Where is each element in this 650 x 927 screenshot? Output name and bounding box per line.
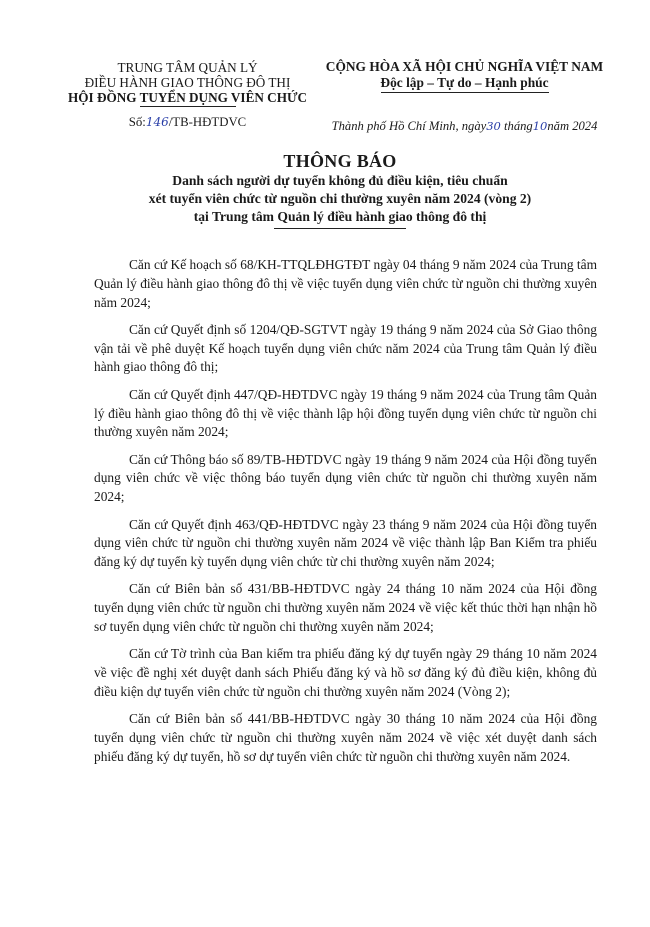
notice-body bbox=[94, 256, 597, 775]
date-month-handwritten: 10 bbox=[532, 119, 548, 133]
date-day-handwritten: 30 bbox=[486, 119, 501, 133]
notice-subtitle-2: xét tuyển viên chức từ nguồn chi thường xuyên năm 2024 (vòng 2) bbox=[148, 191, 532, 206]
nation-name: CỘNG HÒA XÃ HỘI CHỦ NGHĨA VIỆT NAM bbox=[325, 59, 604, 74]
legal-basis-paragraph: Căn cứ Biên bản số 441/BB-HĐTDVC ngày 30 tháng 10 năm 2024 của Hội đồng tuyển dụng viên chức từ nguồn chi thường xuyên năm 2024 về việc xét duyệt danh sách phiếu đăng ký dự tuyển, hồ sơ dự tuyển viên chức từ nguồn chi thường xuyên năm 2024. bbox=[94, 711, 597, 764]
notice-title-block bbox=[60, 150, 620, 229]
doc-number-handwritten: 146 bbox=[145, 115, 169, 129]
date-text-1: Thành phố Hồ Chí Minh, ngày bbox=[331, 119, 487, 133]
doc-number-prefix: Số: bbox=[128, 115, 146, 129]
place-date-line bbox=[312, 119, 617, 134]
date-text-2: tháng bbox=[504, 119, 533, 133]
notice-title: THÔNG BÁO bbox=[283, 151, 397, 171]
legal-basis-paragraph: Căn cứ Quyết định số 1204/QĐ-SGTVT ngày 19 tháng 9 năm 2024 của Sở Giao thông vận tải về phê duyệt Kế hoạch tuyển dụng viên chức năm 2024 của Trung tâm Quản lý điều hành giao thông đô thị; bbox=[94, 321, 597, 375]
notice-subtitle-1: Danh sách người dự tuyển không đủ điều kiện, tiêu chuẩn bbox=[172, 173, 508, 188]
issuing-agency-block bbox=[60, 60, 315, 130]
national-header-block bbox=[312, 59, 617, 93]
legal-basis-paragraph: Căn cứ Thông báo số 89/TB-HĐTDVC ngày 19 tháng 9 năm 2024 của Hội đồng tuyển dụng viên chức về việc thông báo tuyển dụng viên chức từ nguồn chi thường xuyên năm 2024; bbox=[94, 451, 597, 505]
legal-basis-paragraph: Căn cứ Biên bản số 431/BB-HĐTDVC ngày 24 tháng 10 năm 2024 của Hội đồng tuyển dụng viên chức từ nguồn chi thường xuyên năm 2024 về việc kết thúc thời hạn nhận hồ sơ tuyển dụng viên chức từ nguồn chi thường xuyên năm 2024; bbox=[94, 581, 597, 635]
national-motto: Độc lập – Tự do – Hạnh phúc bbox=[380, 75, 549, 90]
date-text-3: năm 2024 bbox=[547, 119, 598, 133]
legal-basis-paragraph: Căn cứ Tờ trình của Ban kiểm tra phiếu đăng ký dự tuyển ngày 29 tháng 10 năm 2024 về việc đề nghị xét duyệt danh sách Phiếu đăng ký và hồ sơ đăng ký đủ điều kiện, không đủ điều kiện dự tuyển viên chức từ nguồn chi thường xuyên năm 2024 (Vòng 2); bbox=[94, 646, 597, 699]
motto-underline bbox=[381, 92, 549, 93]
agency-underline bbox=[140, 106, 236, 107]
title-underline bbox=[274, 228, 406, 229]
notice-subtitle-3: tại Trung tâm Quản lý điều hành giao thông đô thị bbox=[193, 209, 487, 224]
doc-number-suffix: /TB-HĐTDVC bbox=[168, 115, 247, 129]
legal-basis-paragraph: Căn cứ Quyết định 447/QĐ-HĐTDVC ngày 19 tháng 9 năm 2024 của Trung tâm Quản lý điều hành giao thông đô thị về việc thành lập hội đồng tuyển dụng viên chức từ nguồn chi thường xuyên năm 2024; bbox=[94, 386, 597, 440]
agency-line-2: ĐIỀU HÀNH GIAO THÔNG ĐÔ THỊ bbox=[84, 75, 291, 90]
document-number bbox=[60, 115, 315, 130]
legal-basis-paragraph: Căn cứ Kế hoạch số 68/KH-TTQLĐHGTĐT ngày 04 tháng 9 năm 2024 của Trung tâm Quản lý điều hành giao thông đô thị về việc tuyển dụng viên chức từ nguồn chi thường xuyên năm 2024; bbox=[94, 257, 597, 310]
agency-line-1: TRUNG TÂM QUẢN LÝ bbox=[117, 60, 258, 75]
agency-line-3: HỘI ĐỒNG TUYỂN DỤNG VIÊN CHỨC bbox=[68, 90, 307, 105]
legal-basis-paragraph: Căn cứ Quyết định 463/QĐ-HĐTDVC ngày 23 tháng 9 năm 2024 của Hội đồng tuyển dụng viên chức từ nguồn chi thường xuyên năm 2024 về việc thành lập Ban Kiểm tra phiếu đăng ký dự tuyển kỳ tuyển dụng viên chức từ chi thường xuyên năm 2024; bbox=[94, 516, 597, 570]
